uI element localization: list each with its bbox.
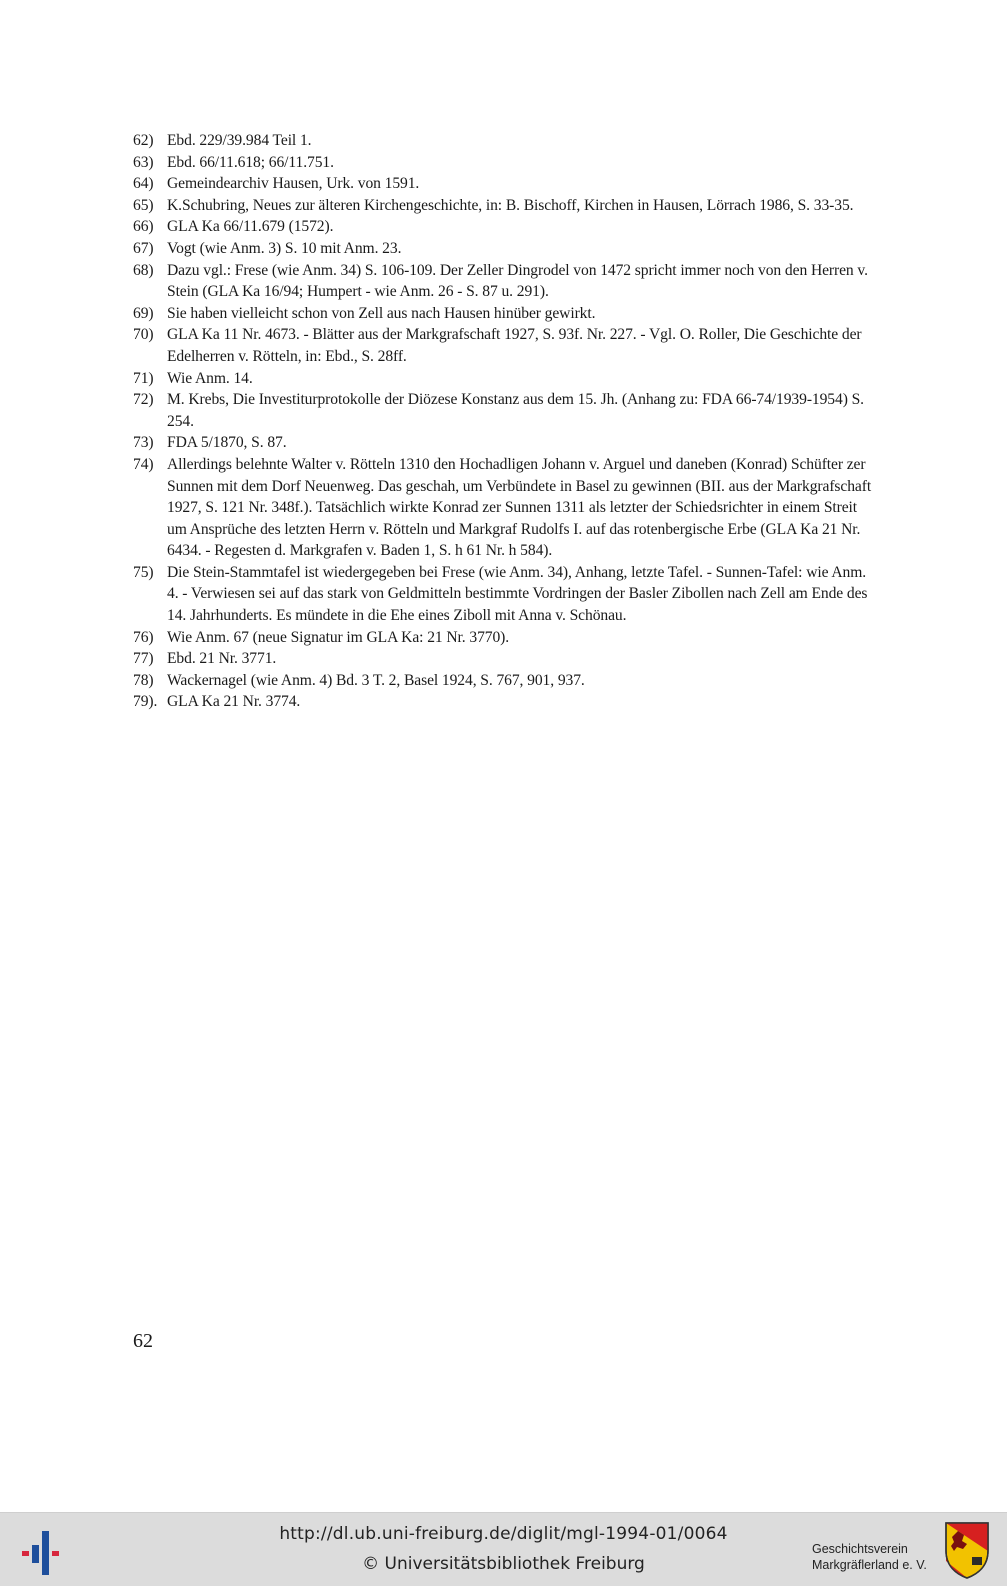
- footnote: [133, 389, 873, 432]
- footnote-text: K.Schubring, Neues zur älteren Kirchengeschichte, in: B. Bischoff, Kirchen in Hausen, Lörrach 1986, S. 33-35.: [167, 196, 854, 214]
- footnote-text: FDA 5/1870, S. 87.: [167, 434, 287, 452]
- footnote: [133, 152, 873, 174]
- footnote: [133, 648, 873, 670]
- footnote-text: GLA Ka 11 Nr. 4673. - Blätter aus der Markgrafschaft 1927, S. 93f. Nr. 227. - Vgl. O. Roller, Die Geschichte der Edelherren v. Rötteln, in: Ebd., S. 28ff.: [167, 326, 862, 365]
- footnote-text: Ebd. 229/39.984 Teil 1.: [167, 132, 312, 149]
- footnote-number: 69): [133, 304, 154, 322]
- footnote-text: GLA Ka 66/11.679 (1572).: [167, 218, 334, 236]
- footnote: [133, 238, 873, 260]
- footnote: [133, 260, 873, 303]
- footnote-number: 79).: [133, 693, 158, 711]
- footnote-number: 70): [133, 326, 154, 344]
- footnote-number: 71): [133, 369, 154, 387]
- footnote-text: Wie Anm. 67 (neue Signatur im GLA Ka: 21 Nr. 3770).: [167, 628, 510, 646]
- society-name-line2: Markgräflerland e. V.: [812, 1558, 927, 1572]
- footnote-text: Vogt (wie Anm. 3) S. 10 mit Anm. 23.: [167, 239, 402, 257]
- footnote: [133, 173, 873, 195]
- footnote: [133, 432, 873, 454]
- footnote: [133, 216, 873, 238]
- society-name: [812, 1541, 927, 1573]
- footnote-text: GLA Ka 21 Nr. 3774.: [167, 693, 301, 711]
- footnote: [133, 195, 873, 217]
- footnote-number: 65): [133, 196, 154, 214]
- footnote-text: Ebd. 66/11.618; 66/11.751.: [167, 153, 334, 171]
- footnote: [133, 303, 873, 325]
- footnote-number: 68): [133, 261, 154, 279]
- footnote-number: 77): [133, 650, 154, 668]
- footnote-number: 63): [133, 153, 154, 171]
- page-number: 62: [133, 1330, 153, 1352]
- footnote: [133, 454, 873, 562]
- footnote-text: Allerdings belehnte Walter v. Rötteln 1310 den Hochadligen Johann v. Arguel und daneben (Konrad) Schüfter zer Sunnen mit dem Dorf Neuenweg. Das geschah, um Verbündete in Basel zu gewinnen (BII. aus der Markgrafschaft 1927, S. 121 Nr. 348f.). Tatsächlich wirkte Konrad zer Sunnen 1311 als letzter der Schiedsrichter in einem Streit um Ansprüche des letzten Herrn v. Rötteln und Markgraf Rudolfs I. auf das rotenbergische Erbe (GLA Ka 21 Nr. 6434. - Regesten d. Markgrafen v. Baden 1, S. h 61 Nr. h 584).: [167, 455, 872, 560]
- footnote-text: Gemeindearchiv Hausen, Urk. von 1591.: [167, 175, 420, 193]
- footnote: [133, 324, 873, 367]
- society-name-line1: Geschichtsverein: [812, 1542, 908, 1556]
- footnote-text: M. Krebs, Die Investiturprotokolle der Diözese Konstanz aus dem 15. Jh. (Anhang zu: FDA 66-74/1939-1954) S. 254.: [167, 391, 864, 430]
- footnote-number: 75): [133, 563, 154, 581]
- coat-of-arms-icon: [944, 1521, 990, 1579]
- footnote-text: Wie Anm. 14.: [167, 369, 253, 387]
- footnote-number: 64): [133, 175, 154, 193]
- permalink-url[interactable]: http://dl.ub.uni-freiburg.de/diglit/mgl-1994-01/0064: [279, 1524, 728, 1544]
- footnote-number: 66): [133, 218, 154, 236]
- footnote: [133, 130, 873, 152]
- footnote-text: Die Stein-Stammtafel ist wiedergegeben bei Frese (wie Anm. 34), Anhang, letzte Tafel. - Sunnen-Tafel: wie Anm. 4. - Verwiesen sei auf das stark von Geldmitteln bestimmte Vordringen der Basler Zibollen nach Zell am Ende des 14. Jahrhunderts. Es mündete in die Ehe eines Ziboll mit Anna v. Schönau.: [167, 563, 868, 625]
- footnote: [133, 691, 873, 713]
- footnote: [133, 368, 873, 390]
- footnote-text: Dazu vgl.: Frese (wie Anm. 34) S. 106-109. Der Zeller Dingrodel von 1472 spricht immer noch von den Herren v. Stein (GLA Ka 16/94; Humpert - wie Anm. 26 - S. 87 u. 291).: [167, 261, 868, 301]
- viewer-footer: [0, 1512, 1007, 1586]
- footnote-number: 74): [133, 455, 154, 473]
- footnote-text: Wackernagel (wie Anm. 4) Bd. 3 T. 2, Basel 1924, S. 767, 901, 937.: [167, 671, 585, 689]
- footnote-text: Ebd. 21 Nr. 3771.: [167, 650, 277, 668]
- footnote-number: 72): [133, 391, 154, 409]
- footnote-number: 67): [133, 239, 154, 257]
- footnote-number: 62): [133, 132, 154, 149]
- footnote: [133, 627, 873, 649]
- footnote: [133, 562, 873, 627]
- footnote-number: 78): [133, 671, 154, 689]
- footnote-number: 76): [133, 628, 154, 646]
- footnote-text: Sie haben vielleicht schon von Zell aus nach Hausen hinüber gewirkt.: [167, 304, 596, 322]
- footnote-number: 73): [133, 434, 154, 452]
- footnote: [133, 670, 873, 692]
- footnotes-list: [133, 130, 873, 713]
- copyright-notice: © Universitätsbibliothek Freiburg: [362, 1554, 645, 1574]
